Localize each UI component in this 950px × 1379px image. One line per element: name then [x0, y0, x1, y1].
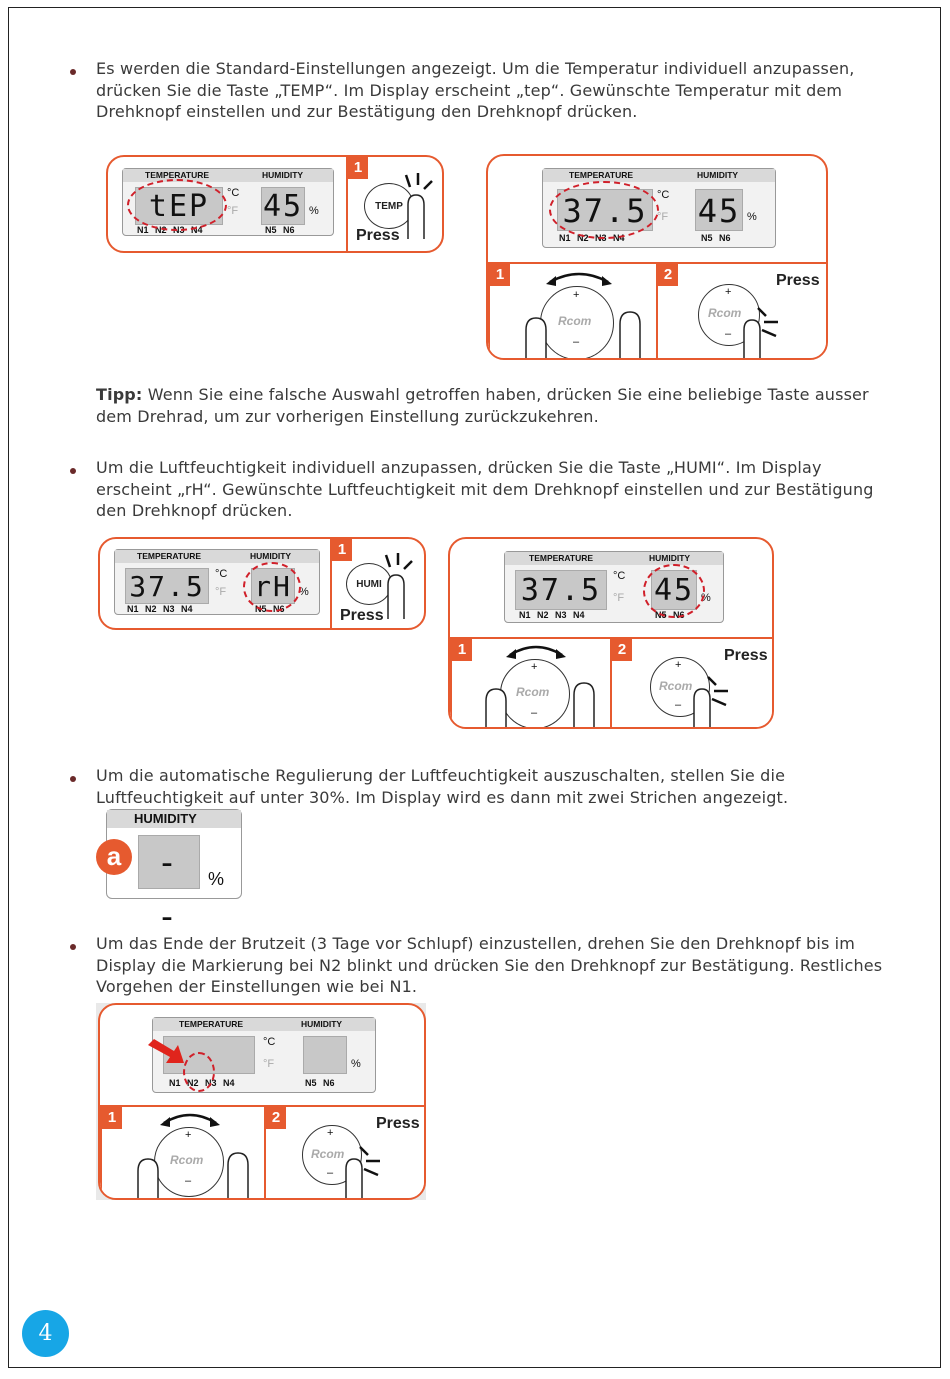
knob-logo: Rcom	[516, 685, 550, 699]
fingers-icon	[478, 667, 598, 729]
humidity-label: HUMIDITY	[697, 170, 739, 180]
celsius-unit: °C	[263, 1036, 276, 1048]
figure-humidity-dashes	[96, 809, 244, 937]
minus-sign: –	[327, 1167, 334, 1179]
fahrenheit-unit: °F	[215, 586, 227, 598]
minus-sign: –	[675, 699, 682, 711]
figure-temp-button	[106, 155, 444, 253]
step-number: 1	[332, 539, 352, 561]
temperature-display: tEP	[135, 187, 223, 225]
humi-button: HUMI	[346, 563, 392, 605]
paragraph-humidity: Um die Luftfeuchtigkeit individuell anzupassen, drücken Sie die Taste „HUMI“. Im Display erscheint „rH“. Gewünschte Luftfeuchtigkeit mit dem Drehknopf einstellen und zur Bestätigung den Drehknopf drücken.	[96, 458, 874, 520]
figure-humi-adjust	[448, 537, 774, 729]
temp-button: TEMP	[364, 183, 414, 229]
temperature-label: TEMPERATURE	[137, 551, 202, 561]
red-arrow-icon	[148, 1039, 186, 1065]
humidity-display-blank	[303, 1036, 347, 1074]
fahrenheit-unit: °F	[657, 211, 669, 223]
temperature-label: TEMPERATURE	[179, 1019, 244, 1029]
rotate-arrow-icon	[544, 268, 614, 288]
knob-logo: Rcom	[558, 314, 592, 328]
fahrenheit-unit: °F	[613, 592, 625, 604]
step-number: 2	[612, 639, 632, 661]
humidity-label: HUMIDITY	[262, 170, 304, 180]
figure-box	[98, 1003, 426, 1200]
step-rotate-knob	[488, 262, 658, 360]
humidity-display: 45	[651, 570, 697, 610]
plus-sign: +	[531, 661, 538, 673]
knob-logo: Rcom	[708, 306, 742, 320]
lcd-panel	[542, 168, 776, 248]
paragraph-temperature: Es werden die Standard-Einstellungen angezeigt. Um die Temperatur individuell anzupassen, drücken Sie die Taste „TEMP“. Im Display erscheint „tep“. Gewünschte Temperatur mit dem Drehknopf einstellen und zur Bestätigung den Drehknopf drücken.	[96, 59, 855, 121]
step-number: 1	[348, 157, 368, 179]
humidity-display: - -	[138, 835, 200, 889]
highlight-circle	[127, 179, 227, 231]
n-labels-right: N5 N6	[255, 604, 285, 614]
lcd-panel	[114, 549, 320, 615]
n-labels-left: N1 N2 N3 N4	[137, 225, 203, 235]
lcd-panel	[504, 551, 724, 623]
minus-sign: –	[725, 328, 732, 340]
fingers-icon	[516, 294, 646, 360]
page-number: 4	[22, 1310, 69, 1357]
press-label: Press	[356, 227, 400, 244]
humidity-display: 45	[262, 189, 304, 224]
press-label: Press	[724, 647, 768, 664]
rotate-arrow-icon	[504, 641, 568, 661]
percent-unit: %	[309, 205, 319, 217]
humidity-display: 45	[695, 189, 743, 231]
humidity-label: HUMIDITY	[301, 1019, 343, 1029]
plus-sign: +	[675, 659, 682, 671]
step-press-knob	[656, 262, 828, 360]
step-number: 2	[658, 264, 678, 286]
step-number: 1	[102, 1107, 122, 1129]
celsius-unit: °C	[227, 187, 240, 199]
press-label: Press	[340, 607, 384, 624]
finger-press-icon	[338, 1129, 398, 1200]
paragraph-humidity-off: Um die automatische Regulierung der Luftfeuchtigkeit auszuschalten, stellen Sie die Luftfeuchtigkeit auf unter 30%. Im Display wird es dann mit zwei Strichen angezeigt.	[96, 766, 789, 807]
press-label: Press	[776, 272, 820, 289]
temperature-label: TEMPERATURE	[529, 553, 594, 563]
finger-press-icon	[380, 549, 420, 619]
bullet	[70, 69, 76, 75]
tip-paragraph	[96, 384, 886, 427]
n-labels-left: N1 N2 N3 N4	[519, 610, 585, 620]
highlight-circle	[243, 562, 301, 612]
percent-unit: %	[351, 1058, 361, 1070]
n-labels-right: N5 N6	[701, 233, 731, 243]
plus-sign: +	[327, 1127, 334, 1139]
highlight-circle	[643, 564, 705, 618]
n-labels-right: N5 N6	[305, 1078, 335, 1088]
finger-press-icon	[736, 288, 796, 360]
finger-press-icon	[686, 659, 746, 729]
step-press-knob	[264, 1105, 426, 1200]
step-number: 1	[490, 264, 510, 286]
percent-unit: %	[747, 211, 757, 223]
n-labels-right: N5 N6	[265, 225, 295, 235]
step-rotate-knob	[450, 637, 612, 729]
n-labels-right: N5 N6	[655, 610, 685, 620]
temperature-label: TEMPERATURE	[145, 170, 210, 180]
humidity-display: rH	[251, 568, 295, 604]
percent-unit: %	[299, 586, 309, 598]
humidity-label: HUMIDITY	[134, 811, 197, 826]
minus-sign: –	[185, 1175, 192, 1187]
fahrenheit-unit: °F	[263, 1058, 275, 1070]
step-number: 2	[266, 1107, 286, 1129]
minus-sign: –	[573, 336, 580, 348]
temperature-display: 37.5	[515, 570, 607, 610]
temperature-label: TEMPERATURE	[569, 170, 634, 180]
step-number: 1	[452, 639, 472, 661]
highlight-circle	[549, 181, 659, 239]
bullet	[70, 944, 76, 950]
humidity-label: HUMIDITY	[250, 551, 292, 561]
plus-sign: +	[573, 289, 580, 301]
celsius-unit: °C	[215, 568, 228, 580]
finger-press-icon	[400, 169, 440, 239]
paragraph-incubation-end: Um das Ende der Brutzeit (3 Tage vor Schlupf) einzustellen, drehen Sie den Drehknopf bis im Display die Markierung bei N2 blinkt und drücken Sie den Drehknopf zur Bestätigung. Restliches Vorgehen der Einstellungen wie bei N1.	[96, 934, 883, 996]
marker-a: a	[96, 839, 132, 875]
step-press-knob	[610, 637, 774, 729]
percent-unit: %	[208, 869, 225, 889]
tip-label: Tipp:	[96, 385, 143, 404]
bullet	[70, 776, 76, 782]
temperature-display: 37.5	[125, 568, 209, 604]
lcd-panel	[122, 168, 334, 236]
tip-text: Wenn Sie eine falsche Auswahl getroffen haben, drücken Sie eine beliebige Taste ausser dem Drehrad, um zur vorherigen Einstellung zurückzukehren.	[96, 385, 869, 426]
celsius-unit: °C	[657, 189, 670, 201]
plus-sign: +	[725, 286, 732, 298]
n-labels-left: N1 N2 N3 N4	[127, 604, 193, 614]
fahrenheit-unit: °F	[227, 205, 239, 217]
n-labels-left: N1 N2 N3 N4	[169, 1078, 235, 1088]
figure-n2-setting	[96, 1003, 426, 1200]
temperature-display: 37.5	[557, 189, 653, 231]
highlight-circle-n2	[183, 1052, 215, 1092]
n-labels-left: N1 N2 N3 N4	[559, 233, 625, 243]
humidity-label: HUMIDITY	[649, 553, 691, 563]
percent-unit: %	[701, 592, 711, 604]
rotate-arrow-icon	[158, 1109, 222, 1129]
knob-logo: Rcom	[659, 679, 693, 693]
minus-sign: –	[531, 707, 538, 719]
bullet	[70, 468, 76, 474]
plus-sign: +	[185, 1129, 192, 1141]
celsius-unit: °C	[613, 570, 626, 582]
step-rotate-knob	[100, 1105, 266, 1200]
knob-logo: Rcom	[311, 1147, 345, 1161]
fingers-icon	[128, 1137, 252, 1200]
press-label: Press	[376, 1115, 420, 1132]
figure-temp-adjust	[486, 154, 828, 360]
knob-logo: Rcom	[170, 1153, 204, 1167]
figure-humi-button	[98, 537, 426, 630]
